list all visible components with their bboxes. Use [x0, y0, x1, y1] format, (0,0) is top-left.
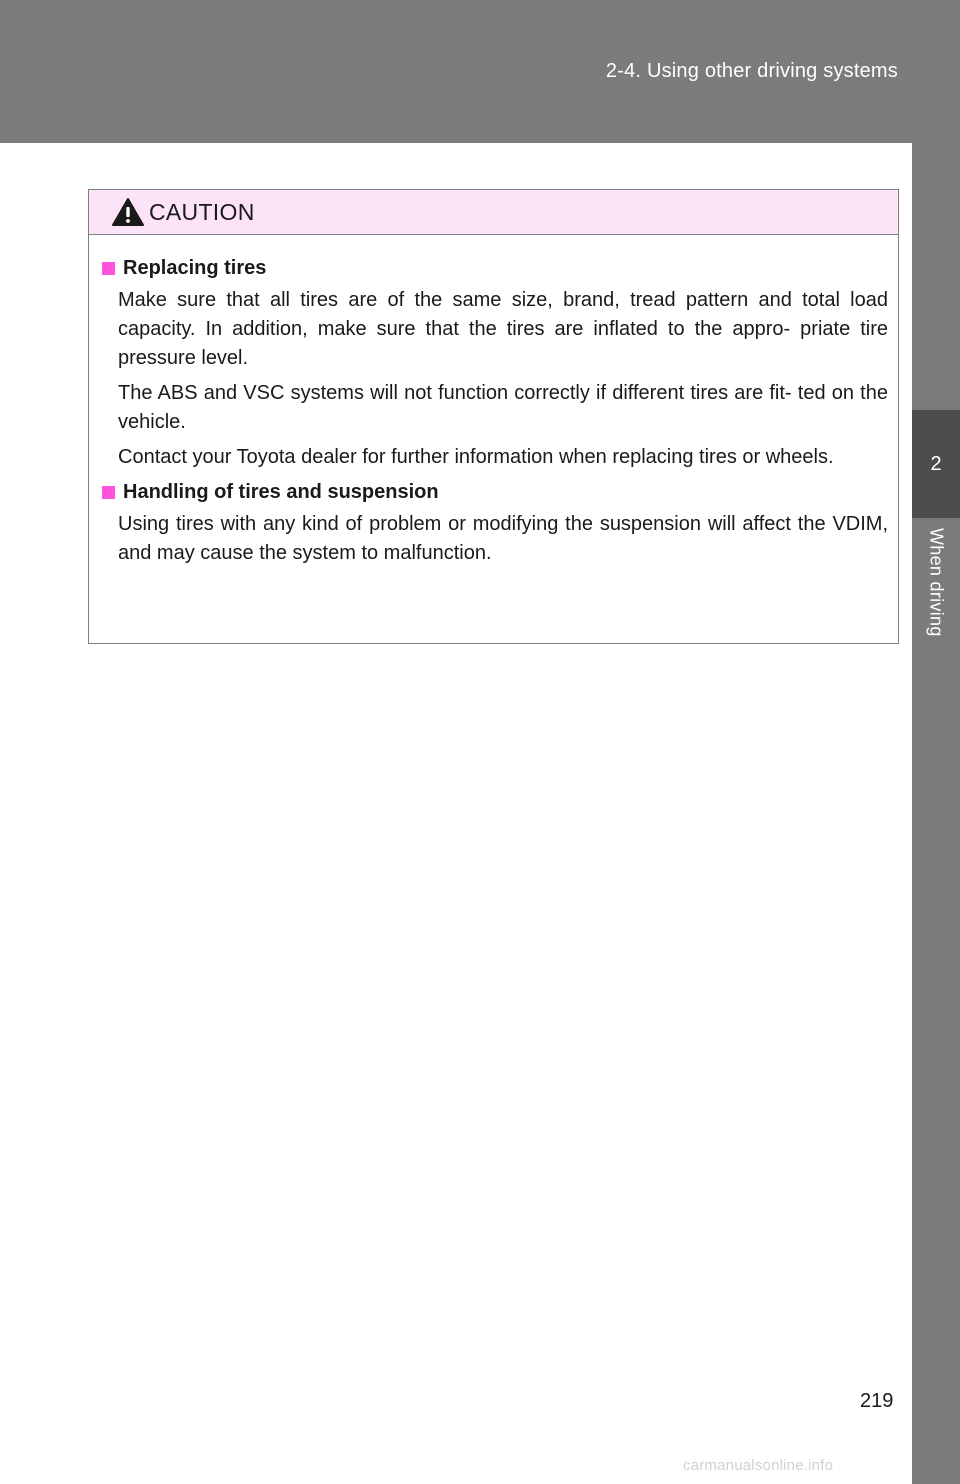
caution-title: CAUTION: [149, 198, 255, 225]
warning-triangle-icon: [111, 197, 145, 227]
page-number: 219: [860, 1390, 894, 1412]
bullet-square-icon: [102, 262, 115, 275]
watermark: carmanualsonline.info: [683, 1457, 834, 1474]
chapter-number-tab: 2: [912, 410, 960, 518]
item-heading-text: Replacing tires: [123, 256, 267, 279]
item-heading: [102, 254, 888, 282]
caution-paragraph: Make sure that all tires are of the same size, brand, tread pattern and total load capacity. In addition, make sure that the tires are inflated to the appro- priate tire pressure level.: [118, 289, 888, 369]
chapter-label: When driving: [926, 528, 947, 637]
caution-body: [89, 235, 898, 568]
caution-box: [88, 189, 899, 644]
chapter-label-container: [912, 528, 960, 668]
caution-item: [102, 478, 888, 568]
bullet-square-icon: [102, 486, 115, 499]
caution-header: [89, 190, 898, 235]
caution-paragraph: Contact your Toyota dealer for further information when replacing tires or wheels.: [118, 446, 834, 468]
caution-paragraph: Using tires with any kind of problem or modifying the suspension will affect the VDIM, and may cause the system to malfunction.: [118, 513, 888, 564]
item-heading-text: Handling of tires and suspension: [123, 480, 439, 503]
side-tab-upper: [912, 143, 960, 410]
item-heading: [102, 478, 888, 506]
section-title: 2-4. Using other driving systems: [605, 60, 898, 82]
caution-paragraph: The ABS and VSC systems will not function correctly if different tires are fit- ted on the vehicle.: [118, 382, 888, 433]
caution-item: [102, 254, 888, 472]
